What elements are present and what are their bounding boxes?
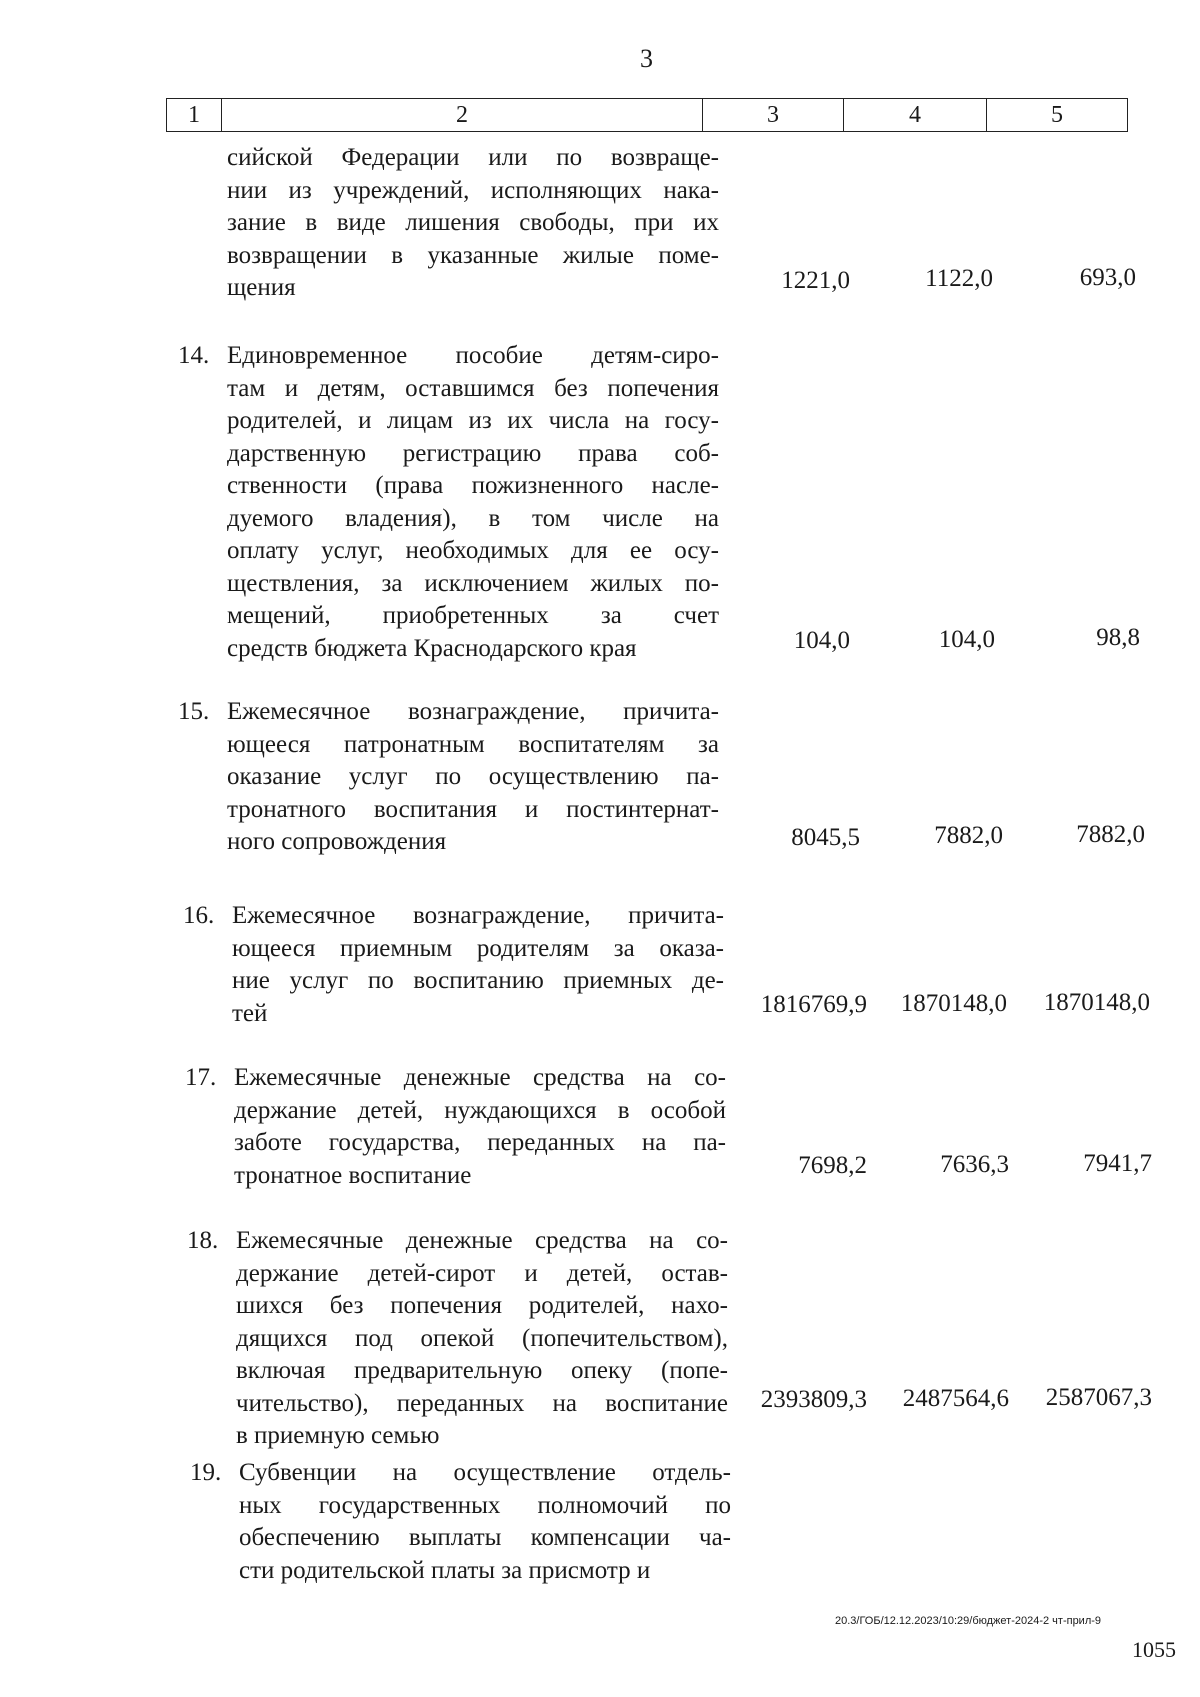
row-number: 19.: [190, 1459, 222, 1486]
row-line: держание детей-сирот и детей, остав-: [236, 1259, 728, 1287]
row-value-col4: 1122,0: [925, 265, 993, 292]
row-line: Ежемесячное вознаграждение, причита-: [227, 698, 719, 725]
row-line: включая предварительную опеку (попе-: [236, 1357, 728, 1384]
row-line: ющееся приемным родителям за оказа-: [232, 934, 724, 962]
row-value-col3: 1221,0: [781, 267, 850, 294]
column-header-1: 1: [167, 99, 222, 132]
row-line: в приемную семью: [236, 1422, 440, 1449]
row-value-col4: 7636,3: [940, 1151, 1009, 1178]
row-line: тронатного воспитания и постинтернат-: [227, 795, 719, 823]
row-line: оплату услуг, необходимых для ее осу-: [227, 537, 719, 564]
row-line: оказание услуг по осуществлению па-: [227, 763, 719, 790]
row-line: щения: [227, 274, 296, 301]
row-line: мещений, приобретенных за счет: [227, 602, 719, 629]
row-line: обеспечению выплаты компенсации ча-: [239, 1524, 731, 1551]
row-line: средств бюджета Краснодарского края: [227, 634, 637, 662]
column-header-4: 4: [844, 99, 987, 132]
row-line: сти родительской платы за присмотр и: [239, 1556, 651, 1584]
table-row-text: [227, 142, 719, 305]
row-line: тронатное воспитание: [234, 1161, 472, 1189]
column-header-3: 3: [703, 99, 844, 132]
row-value-col4: 2487564,6: [902, 1385, 1009, 1412]
row-line: зание в виде лишения свободы, при их: [227, 209, 719, 236]
table-row-text: [227, 696, 719, 859]
row-line: дящихся под опекой (попечительством),: [236, 1324, 728, 1352]
table-row-text: [239, 1457, 731, 1587]
row-value-col3: 8045,5: [791, 824, 860, 851]
row-line: ществления, за исключением жилых по-: [227, 569, 719, 597]
row-value-col4: 104,0: [938, 626, 995, 653]
row-line: Ежемесячные денежные средства на со-: [234, 1064, 726, 1091]
row-line: шихся без попечения родителей, нахо-: [236, 1292, 728, 1319]
row-line: чительство), переданных на воспитание: [236, 1389, 728, 1417]
row-line: там и детям, оставшимся без попечения: [227, 374, 719, 402]
table-row-text: [236, 1225, 728, 1453]
row-line: Ежемесячные денежные средства на со-: [236, 1227, 728, 1254]
row-line: Субвенции на осуществление отдель-: [239, 1459, 731, 1486]
row-value-col5: 7941,7: [1083, 1150, 1152, 1177]
row-line: родителей, и лицам из их числа на госу-: [227, 407, 719, 434]
row-line: ственности (права пожизненного насле-: [227, 472, 719, 499]
row-line: тей: [232, 999, 268, 1027]
column-header-table: [166, 98, 1128, 132]
row-number: 16.: [183, 902, 215, 929]
row-value-col3: 2393809,3: [760, 1386, 867, 1413]
row-value-col4: 7882,0: [934, 822, 1003, 849]
row-number: 14.: [178, 342, 210, 369]
row-value-col5: 2587067,3: [1045, 1384, 1152, 1411]
row-line: ных государственных полномочий по: [239, 1491, 731, 1519]
table-row-text: [234, 1062, 726, 1192]
row-line: держание детей, нуждающихся в особой: [234, 1096, 726, 1124]
row-number: 18.: [187, 1227, 219, 1254]
column-header-2: 2: [222, 99, 703, 132]
row-number: 15.: [178, 698, 210, 725]
row-line: Единовременное пособие детям-сиро-: [227, 342, 719, 369]
table-row-text: [232, 900, 724, 1030]
row-number: 17.: [185, 1064, 217, 1091]
row-value-col3: 104,0: [793, 627, 850, 654]
row-line: дарственную регистрацию права соб-: [227, 439, 719, 467]
row-value-col3: 7698,2: [798, 1152, 867, 1179]
row-line: нии из учреждений, исполняющих нака-: [227, 176, 719, 204]
table-row-text: [227, 340, 719, 665]
row-value-col5: 98,8: [1096, 624, 1140, 651]
footer-page-number: 1055: [1132, 1637, 1176, 1662]
row-value-col5: 7882,0: [1076, 821, 1145, 848]
row-value-col3: 1816769,9: [760, 991, 867, 1018]
row-line: ющееся патронатным воспитателям за: [227, 730, 719, 758]
row-value-col5: 1870148,0: [1043, 989, 1150, 1016]
row-value-col4: 1870148,0: [900, 990, 1007, 1017]
row-value-col5: 693,0: [1079, 264, 1136, 291]
row-line: сийской Федерации или по возвраще-: [227, 144, 719, 171]
column-header-5: 5: [987, 99, 1128, 132]
page-number-top: 3: [640, 44, 653, 73]
column-header-row: [167, 99, 1128, 132]
footer-document-code: 20.3/ГОБ/12.12.2023/10:29/бюджет-2024-2 чт-прил-9: [835, 1615, 1102, 1627]
row-line: возвращении в указанные жилые поме-: [227, 241, 719, 269]
row-line: заботе государства, переданных на па-: [234, 1129, 726, 1156]
row-line: дуемого владения), в том числе на: [227, 504, 719, 532]
row-line: ние услуг по воспитанию приемных де-: [232, 967, 724, 994]
row-line: ного сопровождения: [227, 828, 447, 855]
row-line: Ежемесячное вознаграждение, причита-: [232, 902, 724, 929]
